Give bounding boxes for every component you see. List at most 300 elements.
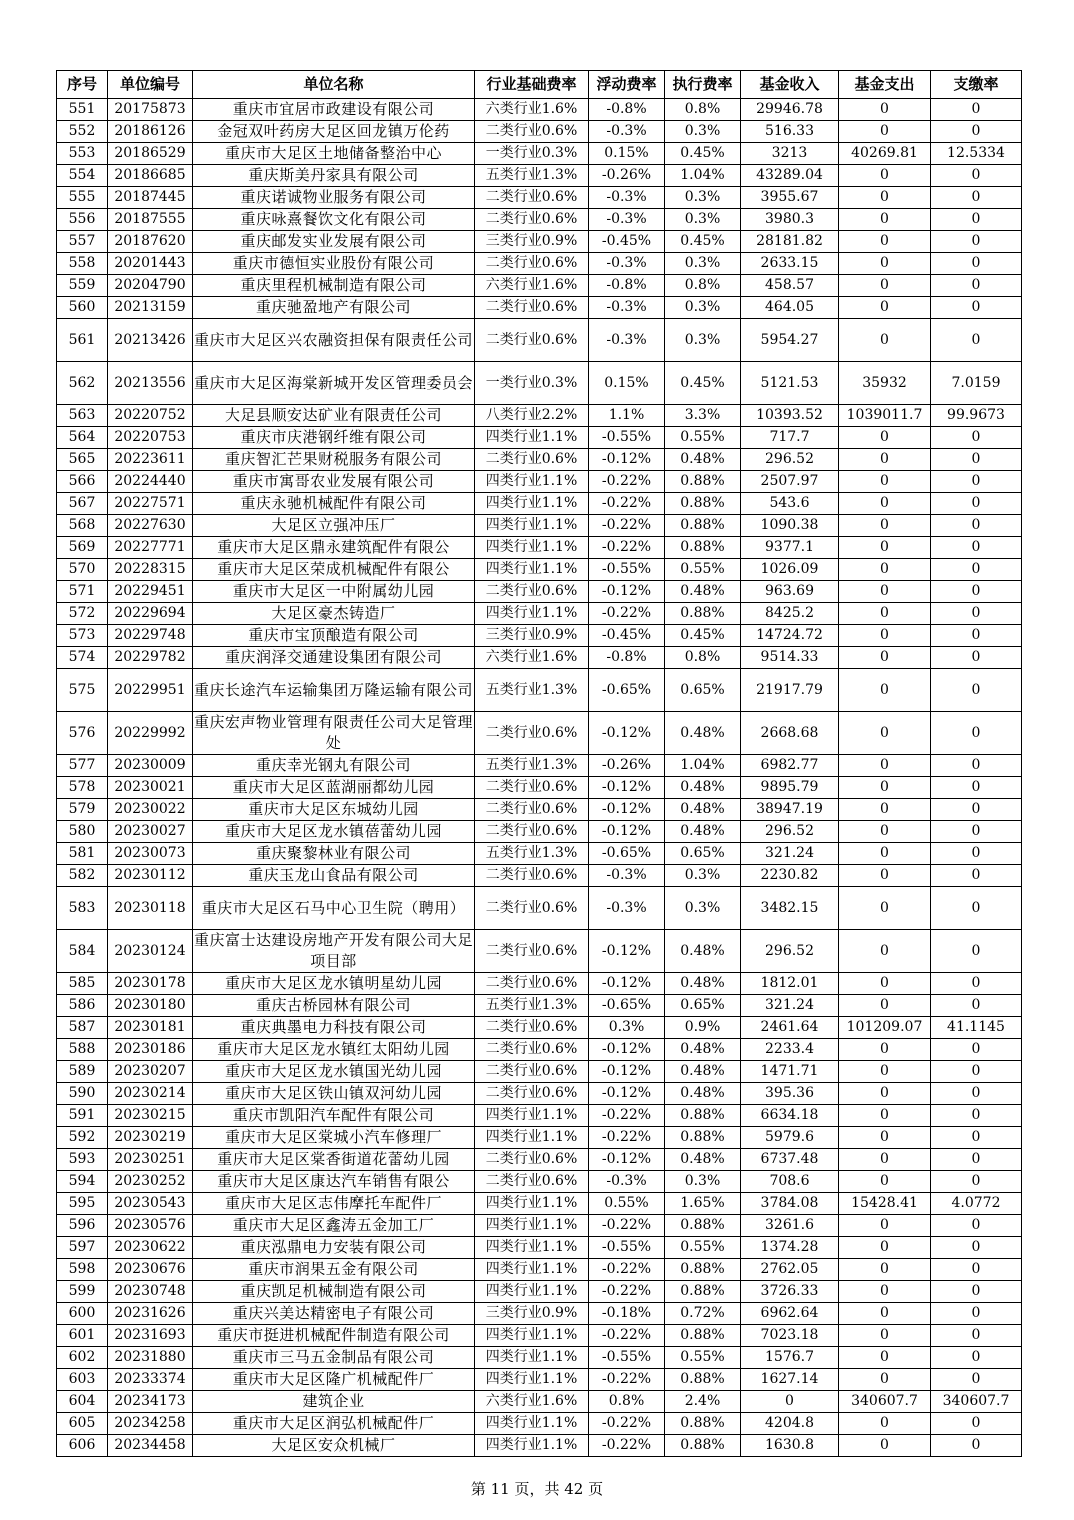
column-header: 执行费率 xyxy=(665,71,741,99)
table-cell: 10393.52 xyxy=(741,405,839,427)
table-cell: 0 xyxy=(931,777,1022,799)
table-cell: 0.3% xyxy=(665,887,741,930)
table-cell: 二类行业0.6% xyxy=(475,930,589,973)
table-cell: 0.88% xyxy=(665,1281,741,1303)
table-cell: 0 xyxy=(931,1083,1022,1105)
table-cell: 0 xyxy=(839,121,931,143)
table-cell: 581 xyxy=(57,843,108,865)
table-cell: 二类行业0.6% xyxy=(475,449,589,471)
table-cell: 二类行业0.6% xyxy=(475,799,589,821)
table-cell: 1812.01 xyxy=(741,973,839,995)
table-cell: 0 xyxy=(931,231,1022,253)
table-cell: 二类行业0.6% xyxy=(475,777,589,799)
table-cell: 四类行业1.1% xyxy=(475,1413,589,1435)
table-cell: 0 xyxy=(931,930,1022,973)
table-cell: 587 xyxy=(57,1017,108,1039)
table-cell: 重庆市宝顶酿造有限公司 xyxy=(193,625,475,647)
table-cell: 2762.05 xyxy=(741,1259,839,1281)
table-cell: 重庆市大足区龙水镇蓓蕾幼儿园 xyxy=(193,821,475,843)
table-cell: 重庆市大足区铁山镇双河幼儿园 xyxy=(193,1083,475,1105)
table-cell: 553 xyxy=(57,143,108,165)
table-cell: -0.22% xyxy=(589,1215,665,1237)
table-cell: 20230676 xyxy=(108,1259,193,1281)
table-cell: 20230622 xyxy=(108,1237,193,1259)
table-row xyxy=(57,187,1022,209)
table-cell: 708.6 xyxy=(741,1171,839,1193)
table-cell: 0 xyxy=(931,449,1022,471)
table-cell: 0 xyxy=(839,865,931,887)
table-cell: 0 xyxy=(839,297,931,319)
table-cell: 3482.15 xyxy=(741,887,839,930)
table-cell: 0 xyxy=(931,493,1022,515)
table-cell: 599 xyxy=(57,1281,108,1303)
table-row xyxy=(57,493,1022,515)
table-cell: 571 xyxy=(57,581,108,603)
table-cell: 6962.64 xyxy=(741,1303,839,1325)
table-row xyxy=(57,165,1022,187)
table-cell: 564 xyxy=(57,427,108,449)
table-cell: 0 xyxy=(931,471,1022,493)
table-cell: 重庆诺诚物业服务有限公司 xyxy=(193,187,475,209)
table-row xyxy=(57,319,1022,362)
table-cell: 0 xyxy=(839,1061,931,1083)
table-cell: 0.48% xyxy=(665,973,741,995)
table-cell: 二类行业0.6% xyxy=(475,1083,589,1105)
table-cell: 0 xyxy=(931,427,1022,449)
table-cell: 0 xyxy=(839,209,931,231)
table-row xyxy=(57,1149,1022,1171)
table-cell: 556 xyxy=(57,209,108,231)
table-cell: 20234173 xyxy=(108,1391,193,1413)
table-cell: -0.22% xyxy=(589,493,665,515)
table-cell: 8425.2 xyxy=(741,603,839,625)
table-row xyxy=(57,1105,1022,1127)
table-cell: 0.8% xyxy=(665,275,741,297)
table-cell: -0.3% xyxy=(589,253,665,275)
table-cell: 0.3% xyxy=(665,297,741,319)
table-cell: 40269.81 xyxy=(839,143,931,165)
column-header: 序号 xyxy=(57,71,108,99)
table-cell: 重庆市大足区棠香街道花蕾幼儿园 xyxy=(193,1149,475,1171)
table-cell: 551 xyxy=(57,99,108,121)
table-cell: 20230252 xyxy=(108,1171,193,1193)
table-cell: 0 xyxy=(931,755,1022,777)
table-cell: 0 xyxy=(839,843,931,865)
table-cell: -0.22% xyxy=(589,537,665,559)
table-cell: 0.15% xyxy=(589,143,665,165)
table-cell: 重庆泓鼎电力安装有限公司 xyxy=(193,1237,475,1259)
table-cell: 6982.77 xyxy=(741,755,839,777)
table-cell: 543.6 xyxy=(741,493,839,515)
table-cell: 0.55% xyxy=(665,1347,741,1369)
table-cell: 0 xyxy=(839,1127,931,1149)
table-cell: 0 xyxy=(839,1259,931,1281)
page-footer: 第 11 页，共 42 页 xyxy=(470,1480,604,1498)
table-cell: 0 xyxy=(839,669,931,712)
table-cell: 0 xyxy=(839,821,931,843)
table-cell: 0 xyxy=(931,1105,1022,1127)
table-cell: 41.1145 xyxy=(931,1017,1022,1039)
table-row xyxy=(57,1215,1022,1237)
table-cell: 四类行业1.1% xyxy=(475,559,589,581)
table-cell: 六类行业1.6% xyxy=(475,1391,589,1413)
table-cell: 321.24 xyxy=(741,995,839,1017)
table-cell: -0.22% xyxy=(589,1325,665,1347)
table-cell: 0.72% xyxy=(665,1303,741,1325)
table-row xyxy=(57,973,1022,995)
table-cell: 28181.82 xyxy=(741,231,839,253)
table-cell: 605 xyxy=(57,1413,108,1435)
table-cell: 0 xyxy=(931,1215,1022,1237)
table-row xyxy=(57,1303,1022,1325)
table-cell: 0.55% xyxy=(665,427,741,449)
table-cell: 20213426 xyxy=(108,319,193,362)
table-cell: -0.12% xyxy=(589,973,665,995)
table-cell: 0 xyxy=(931,799,1022,821)
table-cell: 二类行业0.6% xyxy=(475,209,589,231)
table-row xyxy=(57,121,1022,143)
table-cell: 597 xyxy=(57,1237,108,1259)
table-cell: 20213159 xyxy=(108,297,193,319)
table-cell: 五类行业1.3% xyxy=(475,669,589,712)
table-cell: 572 xyxy=(57,603,108,625)
table-cell: 0 xyxy=(839,712,931,755)
table-cell: 0 xyxy=(931,1149,1022,1171)
table-cell: 2233.4 xyxy=(741,1039,839,1061)
table-cell: 20230251 xyxy=(108,1149,193,1171)
table-cell: 重庆古桥园林有限公司 xyxy=(193,995,475,1017)
table-cell: 四类行业1.1% xyxy=(475,1369,589,1391)
table-cell: 20230178 xyxy=(108,973,193,995)
table-cell: 0.8% xyxy=(665,99,741,121)
table-cell: 567 xyxy=(57,493,108,515)
table-cell: 3261.6 xyxy=(741,1215,839,1237)
table-cell: 2.4% xyxy=(665,1391,741,1413)
table-cell: 0 xyxy=(931,1281,1022,1303)
table-row xyxy=(57,427,1022,449)
table-cell: 2230.82 xyxy=(741,865,839,887)
table-cell: 20230543 xyxy=(108,1193,193,1215)
table-cell: 二类行业0.6% xyxy=(475,253,589,275)
table-cell: 金冠双叶药房大足区回龙镇万伦药 xyxy=(193,121,475,143)
table-cell: 0 xyxy=(839,1039,931,1061)
fund-table xyxy=(56,70,1022,1457)
table-cell: 0 xyxy=(839,647,931,669)
table-cell: 0 xyxy=(839,1149,931,1171)
table-cell: -0.22% xyxy=(589,1369,665,1391)
table-cell: 重庆市大足区龙水镇国光幼儿园 xyxy=(193,1061,475,1083)
table-cell: -0.22% xyxy=(589,471,665,493)
table-cell: 296.52 xyxy=(741,449,839,471)
table-cell: 20230215 xyxy=(108,1105,193,1127)
table-cell: 二类行业0.6% xyxy=(475,581,589,603)
table-cell: 0.3% xyxy=(665,1171,741,1193)
table-cell: 0 xyxy=(931,99,1022,121)
table-row xyxy=(57,777,1022,799)
table-cell: 321.24 xyxy=(741,843,839,865)
table-cell: 2668.68 xyxy=(741,712,839,755)
table-cell: 重庆市寓哥农业发展有限公司 xyxy=(193,471,475,493)
table-cell: 重庆典墨电力科技有限公司 xyxy=(193,1017,475,1039)
table-cell: 340607.7 xyxy=(839,1391,931,1413)
table-cell: 0.3% xyxy=(665,209,741,231)
table-cell: 四类行业1.1% xyxy=(475,1215,589,1237)
table-cell: 3980.3 xyxy=(741,209,839,231)
table-cell: 20230180 xyxy=(108,995,193,1017)
table-cell: 重庆市润果五金有限公司 xyxy=(193,1259,475,1281)
table-row xyxy=(57,143,1022,165)
table-cell: 583 xyxy=(57,887,108,930)
table-cell: 1.1% xyxy=(589,405,665,427)
table-cell: 606 xyxy=(57,1435,108,1457)
table-cell: 二类行业0.6% xyxy=(475,712,589,755)
table-cell: 重庆市大足区棠城小汽车修理厂 xyxy=(193,1127,475,1149)
table-cell: 4.0772 xyxy=(931,1193,1022,1215)
table-cell: 559 xyxy=(57,275,108,297)
table-cell: 重庆市大足区荣成机械配件有限公 xyxy=(193,559,475,581)
table-cell: 35932 xyxy=(839,362,931,405)
table-cell: 二类行业0.6% xyxy=(475,1017,589,1039)
table-cell: 0 xyxy=(839,493,931,515)
table-cell: 20230027 xyxy=(108,821,193,843)
table-row xyxy=(57,1039,1022,1061)
table-cell: 五类行业1.3% xyxy=(475,843,589,865)
table-cell: 0 xyxy=(839,449,931,471)
table-cell: 15428.41 xyxy=(839,1193,931,1215)
table-cell: -0.3% xyxy=(589,319,665,362)
table-cell: 963.69 xyxy=(741,581,839,603)
table-cell: 296.52 xyxy=(741,821,839,843)
column-header: 基金支出 xyxy=(839,71,931,99)
table-cell: 0 xyxy=(931,821,1022,843)
table-cell: -0.12% xyxy=(589,799,665,821)
table-cell: 589 xyxy=(57,1061,108,1083)
table-cell: 0.88% xyxy=(665,603,741,625)
table-cell: 12.5334 xyxy=(931,143,1022,165)
table-cell: -0.12% xyxy=(589,1061,665,1083)
table-cell: 1.04% xyxy=(665,165,741,187)
table-row xyxy=(57,471,1022,493)
table-cell: 0 xyxy=(931,1061,1022,1083)
table-cell: 四类行业1.1% xyxy=(475,1259,589,1281)
table-cell: 0.3% xyxy=(665,319,741,362)
table-cell: 2633.15 xyxy=(741,253,839,275)
table-cell: 0.88% xyxy=(665,1435,741,1457)
table-cell: 重庆富士达建设房地产开发有限公司大足项目部 xyxy=(193,930,475,973)
table-cell: 569 xyxy=(57,537,108,559)
table-cell: 296.52 xyxy=(741,930,839,973)
table-cell: 0.48% xyxy=(665,799,741,821)
table-cell: -0.26% xyxy=(589,755,665,777)
table-cell: 568 xyxy=(57,515,108,537)
table-cell: 重庆幸光钢丸有限公司 xyxy=(193,755,475,777)
table-row xyxy=(57,1127,1022,1149)
table-row xyxy=(57,209,1022,231)
table-cell: 574 xyxy=(57,647,108,669)
table-cell: 四类行业1.1% xyxy=(475,427,589,449)
table-cell: -0.12% xyxy=(589,712,665,755)
table-cell: 四类行业1.1% xyxy=(475,1435,589,1457)
table-cell: 0.88% xyxy=(665,1369,741,1391)
table-cell: -0.55% xyxy=(589,559,665,581)
table-cell: 20230118 xyxy=(108,887,193,930)
table-cell: 三类行业0.9% xyxy=(475,1303,589,1325)
table-cell: 557 xyxy=(57,231,108,253)
table-cell: 0.3% xyxy=(665,865,741,887)
table-cell: 20234258 xyxy=(108,1413,193,1435)
table-cell: 20230214 xyxy=(108,1083,193,1105)
table-row xyxy=(57,799,1022,821)
table-cell: 重庆市大足区龙水镇红太阳幼儿园 xyxy=(193,1039,475,1061)
table-cell: 0 xyxy=(931,669,1022,712)
table-cell: -0.65% xyxy=(589,669,665,712)
table-cell: 0 xyxy=(931,625,1022,647)
table-cell: 20175873 xyxy=(108,99,193,121)
table-cell: 0 xyxy=(839,1237,931,1259)
table-cell: 0 xyxy=(931,121,1022,143)
table-cell: 重庆市三马五金制品有限公司 xyxy=(193,1347,475,1369)
table-cell: 584 xyxy=(57,930,108,973)
table-cell: -0.22% xyxy=(589,1259,665,1281)
table-cell: 重庆润泽交通建设集团有限公司 xyxy=(193,647,475,669)
table-cell: 20228315 xyxy=(108,559,193,581)
table-cell: 一类行业0.3% xyxy=(475,143,589,165)
table-cell: -0.65% xyxy=(589,995,665,1017)
column-header: 单位名称 xyxy=(193,71,475,99)
table-cell: 20229782 xyxy=(108,647,193,669)
table-cell: 20230124 xyxy=(108,930,193,973)
table-cell: -0.3% xyxy=(589,121,665,143)
table-cell: 大足县顺安达矿业有限责任公司 xyxy=(193,405,475,427)
table-row xyxy=(57,449,1022,471)
table-cell: 9895.79 xyxy=(741,777,839,799)
table-cell: -0.3% xyxy=(589,887,665,930)
table-cell: 0 xyxy=(839,471,931,493)
table-cell: 0 xyxy=(839,99,931,121)
table-cell: 0 xyxy=(839,1215,931,1237)
table-cell: -0.8% xyxy=(589,99,665,121)
table-cell: 0 xyxy=(839,559,931,581)
table-cell: 重庆聚黎林业有限公司 xyxy=(193,843,475,865)
table-cell: 573 xyxy=(57,625,108,647)
table-cell: 3.3% xyxy=(665,405,741,427)
table-cell: 0 xyxy=(839,319,931,362)
table-cell: 20187620 xyxy=(108,231,193,253)
table-row xyxy=(57,1369,1022,1391)
table-cell: 重庆市德恒实业股份有限公司 xyxy=(193,253,475,275)
table-cell: 0 xyxy=(931,1413,1022,1435)
table-cell: 0 xyxy=(839,1413,931,1435)
table-cell: 重庆市大足区康达汽车销售有限公 xyxy=(193,1171,475,1193)
table-cell: 575 xyxy=(57,669,108,712)
table-cell: 20231626 xyxy=(108,1303,193,1325)
table-cell: 0 xyxy=(839,165,931,187)
table-cell: 586 xyxy=(57,995,108,1017)
table-cell: 五类行业1.3% xyxy=(475,165,589,187)
table-cell: -0.55% xyxy=(589,1347,665,1369)
table-cell: 0 xyxy=(931,1303,1022,1325)
table-cell: 602 xyxy=(57,1347,108,1369)
table-cell: 四类行业1.1% xyxy=(475,1237,589,1259)
table-cell: 20213556 xyxy=(108,362,193,405)
table-cell: 重庆市大足区隆广机械配件厂 xyxy=(193,1369,475,1391)
table-cell: 1.04% xyxy=(665,755,741,777)
table-cell: -0.3% xyxy=(589,297,665,319)
table-cell: 585 xyxy=(57,973,108,995)
table-cell: 0 xyxy=(931,1171,1022,1193)
table-cell: 0 xyxy=(931,1435,1022,1457)
table-cell: 二类行业0.6% xyxy=(475,865,589,887)
table-cell: -0.12% xyxy=(589,1149,665,1171)
table-cell: 0.48% xyxy=(665,449,741,471)
table-cell: 六类行业1.6% xyxy=(475,275,589,297)
table-cell: 重庆长途汽车运输集团万隆运输有限公司 xyxy=(193,669,475,712)
table-row xyxy=(57,1171,1022,1193)
table-cell: 重庆市宜居市政建设有限公司 xyxy=(193,99,475,121)
table-cell: 建筑企业 xyxy=(193,1391,475,1413)
table-cell: 0.3% xyxy=(665,187,741,209)
column-header: 单位编号 xyxy=(108,71,193,99)
table-cell: 0 xyxy=(839,799,931,821)
table-cell: 0.48% xyxy=(665,1083,741,1105)
table-cell: 0 xyxy=(839,537,931,559)
table-cell: 0 xyxy=(839,253,931,275)
table-cell: -0.12% xyxy=(589,821,665,843)
table-cell: -0.12% xyxy=(589,1039,665,1061)
table-cell: 20186529 xyxy=(108,143,193,165)
table-cell: 3726.33 xyxy=(741,1281,839,1303)
table-cell: 603 xyxy=(57,1369,108,1391)
table-cell: 0.48% xyxy=(665,777,741,799)
table-cell: 重庆市大足区一中附属幼儿园 xyxy=(193,581,475,603)
table-cell: 0.3% xyxy=(665,253,741,275)
table-cell: 5121.53 xyxy=(741,362,839,405)
table-cell: 20201443 xyxy=(108,253,193,275)
table-cell: 20186685 xyxy=(108,165,193,187)
table-cell: -0.45% xyxy=(589,625,665,647)
table-cell: 29946.78 xyxy=(741,99,839,121)
table-cell: 0 xyxy=(839,1303,931,1325)
table-cell: 0 xyxy=(931,1237,1022,1259)
table-cell: 20230219 xyxy=(108,1127,193,1149)
table-cell: 0.88% xyxy=(665,515,741,537)
table-cell: 0 xyxy=(839,603,931,625)
table-cell: 0.65% xyxy=(665,995,741,1017)
table-cell: 0 xyxy=(931,165,1022,187)
table-cell: 9377.1 xyxy=(741,537,839,559)
table-cell: 38947.19 xyxy=(741,799,839,821)
table-cell: 0 xyxy=(931,1325,1022,1347)
table-row xyxy=(57,1391,1022,1413)
table-cell: 0.48% xyxy=(665,821,741,843)
table-cell: 3213 xyxy=(741,143,839,165)
table-cell: 重庆邮发实业发展有限公司 xyxy=(193,231,475,253)
table-cell: 101209.07 xyxy=(839,1017,931,1039)
table-cell: 八类行业2.2% xyxy=(475,405,589,427)
table-cell: 重庆玉龙山食品有限公司 xyxy=(193,865,475,887)
table-cell: 20230186 xyxy=(108,1039,193,1061)
table-cell: 2461.64 xyxy=(741,1017,839,1039)
table-cell: 576 xyxy=(57,712,108,755)
table-cell: 1627.14 xyxy=(741,1369,839,1391)
table-cell: 566 xyxy=(57,471,108,493)
table-cell: 5954.27 xyxy=(741,319,839,362)
table-cell: -0.22% xyxy=(589,603,665,625)
table-cell: 20233374 xyxy=(108,1369,193,1391)
table-cell: 0 xyxy=(931,581,1022,603)
table-cell: 43289.04 xyxy=(741,165,839,187)
table-cell: 562 xyxy=(57,362,108,405)
